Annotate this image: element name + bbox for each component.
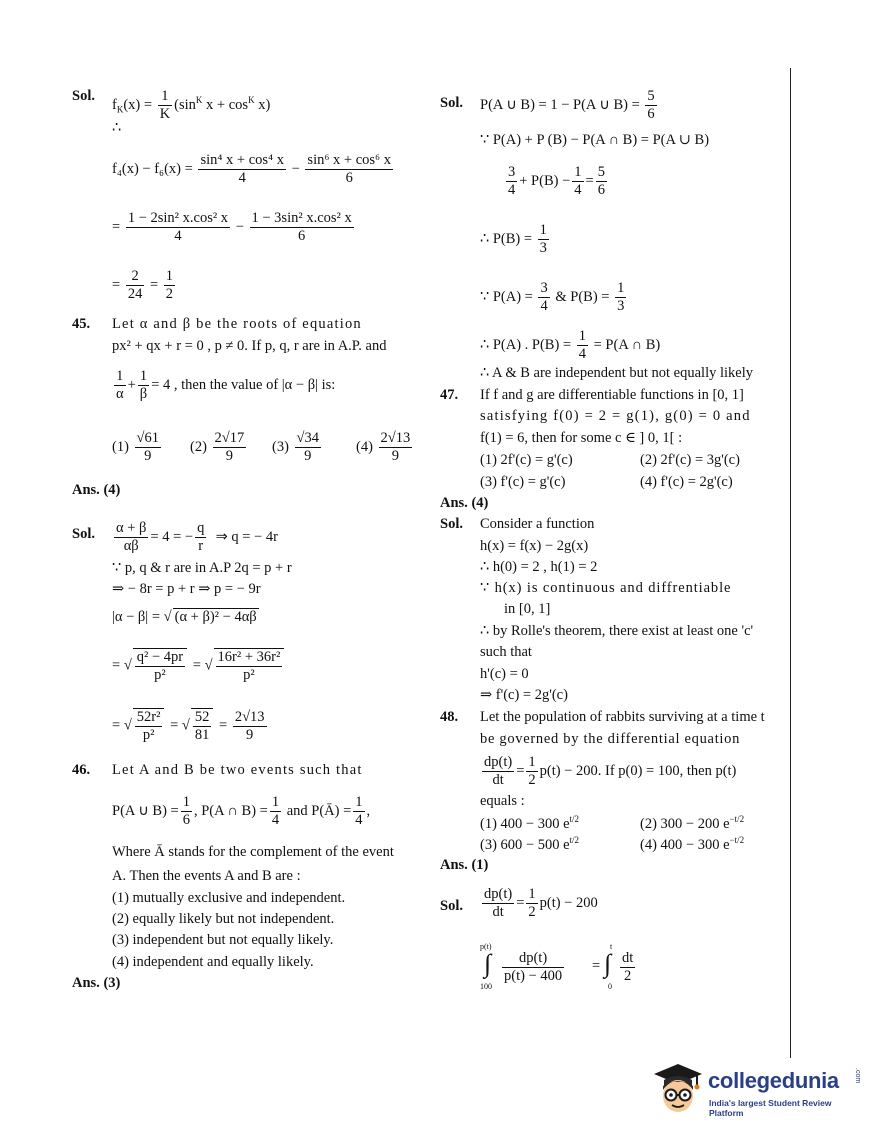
frac-den: 2 (528, 904, 536, 920)
fraction (526, 754, 537, 789)
question-text: Let A and B be two events such that (112, 762, 363, 778)
eq-text: = (112, 717, 121, 734)
frac-den: 6 (182, 812, 190, 828)
eq-text: + (127, 376, 136, 393)
fraction (213, 430, 247, 465)
fraction (195, 520, 206, 555)
question-number: 48. (440, 709, 459, 725)
option-4[interactable] (640, 835, 790, 854)
fraction (133, 648, 187, 684)
question-text: If f and g are differentiable functions in [0, 1] (480, 387, 744, 403)
eq-sup: K (248, 95, 255, 105)
frac-den: 9 (304, 448, 312, 464)
q46-sol-eq5 (480, 280, 790, 315)
q48-sol-eq1 (480, 886, 790, 921)
eq-text: (x) = (123, 96, 153, 113)
q46-answer (72, 975, 424, 992)
frac-num: √61 (136, 430, 160, 446)
eq-text: f₄(x) − f₆(x) = (112, 160, 193, 177)
eq-text: = (516, 762, 525, 779)
fraction (506, 164, 517, 199)
q48-sol-integral (480, 942, 790, 994)
question-text: f(1) = 6, then for some c ∈ ] 0, 1[ : (480, 430, 683, 446)
fraction (135, 430, 161, 465)
question-number: 47. (440, 387, 459, 403)
q45-condition (112, 368, 424, 403)
frac-den: α (116, 386, 124, 402)
sol-label: Sol. (72, 526, 95, 542)
frac-den: 6 (647, 106, 655, 122)
solution-text: ∵ P(A) + P (B) − P(A ∩ B) = P(A ∪ B) (480, 132, 710, 148)
integral-lower-limit: 0 (608, 982, 612, 991)
answer-value: (3) (103, 975, 121, 991)
frac-num: 1 (165, 268, 173, 284)
frac-den: 9 (225, 448, 234, 464)
option-2[interactable] (640, 814, 790, 833)
frac-num: sin⁴ x + cos⁴ x (200, 152, 284, 168)
frac-num: 1 (271, 794, 280, 810)
question-text: satisfying f(0) = 2 = g(1), g(0) = 0 and (480, 408, 751, 424)
frac-den: 6 (298, 228, 306, 244)
fraction (353, 794, 364, 829)
collegedunia-logo[interactable] (652, 1060, 864, 1120)
solution-text: ⇒ f'(c) = 2g'(c) (480, 687, 568, 703)
sol-label: Sol. (440, 898, 463, 914)
frac-den: 9 (246, 726, 254, 743)
eq-text: = 4 = − (150, 528, 194, 545)
answer-value: (4) (103, 482, 121, 498)
solution-text: such that (480, 644, 532, 660)
fraction (572, 164, 583, 199)
fraction (620, 950, 635, 985)
fraction (233, 709, 267, 744)
q48-equation (480, 754, 790, 789)
frac-den: r (198, 538, 204, 554)
eq-text: = (192, 657, 201, 674)
q45-sol-eq5: = √ $\frac{\text{q² − 4pr}}{\text{p²}}$ = √ $\frac{\text{16r² + 36r²}}{\text{p²}}$ (112, 648, 424, 684)
frac-num: 3 (508, 164, 516, 180)
fraction (538, 280, 549, 315)
question-number: 45. (72, 316, 91, 332)
sqrt-content: (α + β)² − 4αβ (174, 609, 257, 625)
frac-num: 1 (574, 164, 582, 180)
q46-sol-eq4 (480, 222, 790, 257)
eq-text: = (585, 172, 594, 189)
frac-den: 4 (574, 182, 582, 198)
q48-answer (440, 857, 790, 874)
option-text: (3) 600 − 500 e (480, 836, 570, 853)
eq-text: x + cos (202, 96, 249, 113)
eq-text: = P(A ∩ B) (593, 336, 661, 353)
frac-num: 1 (528, 754, 536, 770)
frac-num: 2 (126, 268, 145, 286)
frac-den: 2 (528, 772, 536, 788)
frac-num: 1 (114, 368, 126, 386)
eq-text: − (291, 160, 300, 177)
frac-den: 4 (508, 182, 516, 198)
option-2[interactable]: (2) 2f'(c) = 3g'(c) (640, 452, 740, 468)
fraction (133, 708, 165, 744)
eq-text: ∴ P(B) = (480, 230, 533, 247)
question-text: equals : (480, 793, 525, 809)
eq-text: + P(B) − (519, 172, 571, 189)
eq-text: = (219, 717, 228, 734)
frac-num: 2√13 (234, 708, 265, 725)
sol-label: Sol. (440, 95, 463, 111)
eq-text: and P(Ā) = (286, 802, 352, 819)
q44-fk-equation (112, 88, 424, 123)
frac-den: 24 (127, 286, 143, 302)
solution-text: in [0, 1] (504, 601, 551, 617)
frac-num: dp(t) (484, 754, 513, 770)
q45-sol-eq4: |α − β| = √ (α + β)² − 4αβ (112, 609, 257, 625)
eq-text: = (112, 218, 121, 235)
eq-sub: K (116, 104, 124, 115)
option-label: (4) (356, 438, 373, 455)
frac-den: 9 (391, 448, 400, 464)
fraction (181, 794, 192, 829)
frac-num: q² − 4pr (136, 649, 184, 665)
q46-sol-eq3 (504, 164, 790, 199)
fraction (270, 794, 281, 829)
question-text: px² + qx + r = 0 , p ≠ 0. If p, q, r are in A.P. and (112, 338, 387, 354)
integral-upper-limit: t (610, 942, 613, 951)
fraction (191, 708, 214, 744)
eq-text: ∴ P(A) . P(B) = (480, 336, 572, 353)
frac-den: αβ (123, 538, 139, 554)
q46-sol-eq6 (480, 328, 790, 363)
frac-num: 52 (194, 709, 210, 725)
frac-den: 4 (174, 228, 182, 244)
solution-text: ∴ by Rolle's theorem, there exist at least one 'c' (480, 623, 754, 639)
frac-num: 1 − 2sin² x.cos² x (127, 210, 229, 226)
option-label: (3) (272, 438, 289, 455)
frac-den: 2 (624, 968, 632, 984)
option-4[interactable]: (4) independent and equally likely. (112, 954, 314, 970)
answer-label: Ans. (72, 482, 100, 498)
fraction (164, 268, 175, 303)
solution-text: h(x) = f(x) − 2g(x) (480, 538, 589, 554)
solution-text: ∵ h(x) is continuous and diffrentiable (480, 580, 732, 596)
fraction (295, 430, 321, 465)
frac-den: 4 (578, 346, 586, 362)
integral-sign: ∫ (604, 949, 612, 978)
answer-value: (1) (471, 857, 489, 873)
fraction (114, 368, 126, 403)
eq-text: ∵ P(A) = (480, 288, 533, 305)
integral-sign: ∫ (484, 949, 492, 978)
fraction (379, 430, 413, 465)
solution-text: ∵ p, q & r are in A.P 2q = p + r (112, 560, 292, 576)
frac-den: 4 (540, 298, 548, 314)
eq-text: f (112, 96, 117, 113)
option-label: (2) (190, 438, 207, 455)
frac-num: 1 (182, 794, 190, 810)
frac-num: dp(t) (484, 886, 513, 902)
frac-den: 4 (271, 812, 280, 828)
fraction (158, 88, 172, 123)
frac-den: 9 (144, 448, 152, 464)
fraction (502, 950, 564, 985)
eq-text: P(A ∪ B) = (112, 802, 179, 819)
frac-num: dp(t) (502, 950, 564, 968)
therefore-symbol: ∴ (112, 120, 122, 136)
integral-upper-limit: p(t) (480, 942, 492, 951)
frac-den: 4 (238, 170, 246, 186)
question-text: Let α and β be the roots of equation (112, 316, 362, 332)
fraction (198, 152, 286, 187)
frac-num: α + β (116, 520, 147, 536)
eq-text: p(t) − 200 (539, 894, 598, 911)
q45-answer (72, 482, 424, 499)
fraction (538, 222, 549, 257)
eq-text: & P(B) = (555, 288, 610, 305)
option-exp: −t/2 (729, 835, 745, 845)
fraction (305, 152, 393, 187)
option-exp: −t/2 (729, 814, 745, 824)
answer-label: Ans. (440, 495, 468, 511)
frac-den: dt (492, 772, 504, 788)
frac-num: 1 (578, 328, 586, 344)
fraction (126, 268, 145, 303)
frac-num: 16r² + 36r² (217, 649, 281, 665)
fraction (526, 886, 537, 921)
question-number: 46. (72, 762, 91, 778)
question-text: A. Then the events A and B are : (112, 868, 301, 884)
eq-text: (sin (174, 96, 196, 113)
solution-text: ∴ A & B are independent but not equally likely (480, 365, 753, 381)
q44-f4-f6-equation (112, 152, 424, 187)
sol-label: Sol. (440, 516, 463, 532)
question-text: be governed by the differential equation (480, 731, 741, 747)
frac-den: 4 (355, 812, 363, 828)
solution-text: h'(c) = 0 (480, 666, 529, 682)
frac-num: 52r² (136, 709, 161, 725)
eq-text: = (592, 958, 601, 974)
frac-num: dt (622, 950, 634, 966)
q45-sol-eq1 (112, 520, 424, 555)
question-text: Let the population of rabbits surviving at a time t (480, 709, 765, 725)
fraction (138, 368, 149, 403)
frac-den: p² (154, 667, 166, 683)
q47-answer (440, 495, 790, 512)
eq-text: − (235, 218, 244, 235)
frac-num: 1 (617, 280, 625, 296)
frac-num: 2√13 (380, 430, 411, 446)
q45-options (112, 430, 424, 470)
option-exp: t/2 (569, 835, 580, 845)
logo-wordmark: collegedunia (708, 1068, 839, 1093)
fraction (114, 520, 148, 555)
column-divider (790, 68, 791, 1058)
eq-text: |α − β| = (112, 609, 161, 625)
frac-den: 6 (345, 170, 353, 186)
frac-den: 6 (597, 182, 605, 198)
option-3[interactable]: (3) independent but not equally likely. (112, 932, 334, 948)
fraction (250, 210, 354, 245)
logo-tagline: India's largest Student Review Platform (709, 1098, 832, 1118)
fraction (482, 886, 514, 921)
frac-den: K (159, 106, 171, 122)
answer-label: Ans. (440, 857, 468, 873)
frac-num: 1 − 3sin² x.cos² x (251, 210, 352, 226)
fraction (214, 648, 285, 684)
eq-text: = (112, 276, 121, 293)
option-2[interactable] (190, 430, 248, 465)
student-mascot-icon (652, 1062, 704, 1116)
frac-den: 3 (617, 298, 625, 314)
frac-den: 81 (194, 727, 210, 743)
fraction (482, 754, 514, 789)
eq-text: , P(A ∩ B) = (193, 802, 268, 819)
fraction (577, 328, 588, 363)
logo-domain: .com (854, 1068, 861, 1084)
answer-label: Ans. (72, 975, 100, 991)
eq-text: = (112, 657, 121, 674)
q44-step3-equation (112, 268, 424, 303)
option-3[interactable] (272, 430, 323, 465)
frac-num: √34 (296, 430, 320, 446)
option-3[interactable]: (3) f'(c) = g'(c) (480, 474, 566, 490)
eq-text: = (170, 717, 179, 734)
frac-den: 2 (165, 286, 173, 302)
integral-lower-limit: 100 (480, 982, 492, 991)
option-1[interactable] (112, 430, 163, 465)
frac-num: q (197, 520, 205, 536)
solution-text: ⇒ − 8r = p + r ⇒ p = − 9r (112, 581, 261, 597)
frac-num: 1 (158, 88, 172, 106)
sol-label: Sol. (72, 88, 95, 104)
frac-num: 3 (540, 280, 548, 296)
frac-num: 5 (597, 164, 605, 180)
eq-text: , (366, 802, 371, 819)
q44-step2-equation (112, 210, 424, 245)
fraction (615, 280, 626, 315)
question-text: Where Ā stands for the complement of the event (112, 844, 394, 860)
option-1[interactable]: (1) mutually exclusive and independent. (112, 890, 346, 906)
option-4[interactable] (356, 430, 414, 465)
frac-num: 2√17 (214, 430, 245, 446)
q45-sol-eq6: = √ $\frac{\text{52r²}}{\text{p²}}$ = √ $\frac{52}{81}$ = $\frac{2√13}{9}$ (112, 708, 265, 743)
frac-num: 5 (647, 88, 655, 104)
fraction (645, 88, 656, 123)
frac-den: p² (243, 667, 255, 683)
frac-den: β (139, 386, 148, 402)
frac-num: 1 (528, 886, 536, 902)
frac-num: sin⁶ x + cos⁶ x (307, 152, 391, 168)
eq-text: = (149, 276, 159, 293)
fraction (596, 164, 607, 199)
solution-text: ∴ h(0) = 2 , h(1) = 2 (480, 559, 598, 575)
q46-sol-eq1 (480, 88, 790, 123)
option-text: (4) 400 − 300 e (640, 836, 730, 853)
eq-text: P(A ∪ B) = 1 − P(A ∪ B) = (480, 96, 640, 113)
frac-num: 1 (539, 222, 547, 238)
option-1[interactable]: (1) 2f'(c) = g'(c) (480, 452, 573, 468)
eq-text: p(t) − 200. If p(0) = 100, then p(t) (539, 762, 737, 779)
answer-value: (4) (471, 495, 489, 511)
option-label: (1) (112, 438, 129, 455)
option-text: (1) 400 − 300 e (480, 815, 570, 832)
frac-den: dt (492, 904, 504, 920)
eq-sup: K (195, 95, 203, 105)
eq-text: ⇒ q = − 4r (215, 528, 278, 545)
eq-text: x) (254, 96, 271, 113)
frac-num: 1 (355, 794, 363, 810)
option-4[interactable]: (4) f'(c) = 2g'(c) (640, 474, 733, 490)
fraction (126, 210, 230, 245)
option-text: (2) 300 − 200 e (640, 815, 730, 832)
option-exp: t/2 (569, 814, 580, 824)
eq-text: = (516, 894, 525, 911)
q46-probabilities (112, 794, 424, 829)
frac-den: 3 (539, 240, 547, 256)
eq-text: = 4 , then the value of |α − β| is: (151, 376, 336, 393)
option-2[interactable]: (2) equally likely but not independent. (112, 911, 335, 927)
frac-den: p² (142, 727, 155, 743)
frac-den: p(t) − 400 (504, 968, 563, 984)
solution-text: Consider a function (480, 516, 595, 532)
frac-num: 1 (138, 368, 149, 386)
